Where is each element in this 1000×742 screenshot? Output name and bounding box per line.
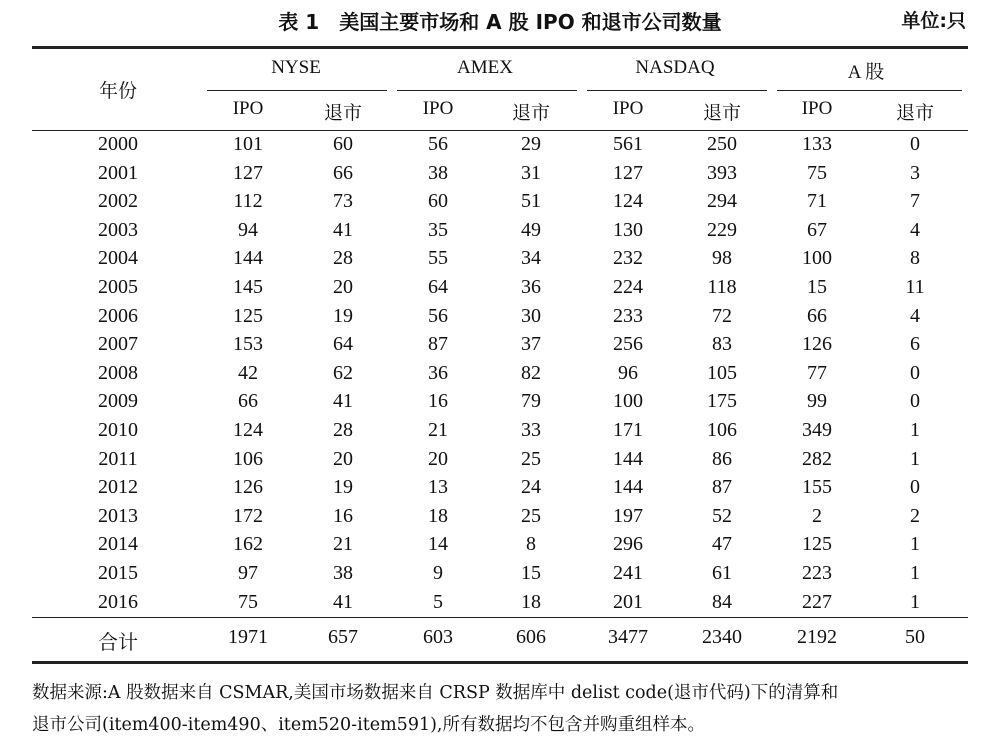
table-cell: 71 (807, 190, 827, 213)
table-cell: 21 (333, 533, 353, 556)
table-cell: 13 (428, 476, 448, 499)
table-cell: 20 (333, 276, 353, 298)
table-cell: 229 (707, 218, 737, 241)
year-cell: 2004 (98, 247, 138, 270)
table-cell: 49 (521, 218, 541, 241)
bottom-rule (32, 661, 968, 664)
table-cell: 36 (521, 276, 541, 298)
total-cell: 657 (328, 626, 358, 648)
sub-header: IPO (801, 98, 833, 119)
table-cell: 349 (802, 419, 832, 441)
table-cell: 11 (905, 276, 925, 298)
total-label: 合计 (98, 632, 138, 654)
table-cell: 124 (233, 419, 263, 441)
table-cell: 162 (233, 533, 263, 556)
year-cell: 2002 (98, 190, 138, 213)
table-cell: 224 (613, 276, 643, 298)
table-cell: 24 (521, 476, 541, 499)
table-cell: 79 (521, 390, 541, 413)
group-header: NASDAQ (635, 57, 715, 78)
table-cell: 5 (433, 590, 443, 613)
table-cell: 0 (910, 361, 920, 384)
source-note-line-1: 数据来源:A 股数据来自 CSMAR,美国市场数据来自 CRSP 数据库中 delist code(退市代码)下的清算和 (32, 683, 839, 703)
table-cell: 233 (613, 304, 643, 327)
table-cell: 172 (233, 504, 263, 527)
table-cell: 125 (802, 533, 832, 556)
total-rule (32, 617, 968, 618)
table-cell: 4 (910, 304, 920, 327)
table-cell: 87 (428, 333, 448, 356)
table-cell: 56 (428, 304, 448, 327)
year-cell: 2014 (98, 533, 138, 556)
table-cell: 38 (333, 562, 353, 584)
group-rule (777, 90, 962, 91)
table-cell: 1 (910, 447, 920, 470)
table-cell: 33 (521, 419, 541, 441)
table-cell: 0 (910, 476, 920, 499)
table-cell: 98 (712, 247, 732, 270)
total-cell: 2192 (797, 626, 837, 648)
table-cell: 144 (613, 476, 643, 499)
table-cell: 106 (707, 419, 737, 441)
table-cell: 145 (233, 276, 263, 298)
table-cell: 28 (333, 419, 353, 441)
table-cell: 60 (428, 190, 448, 213)
table-cell: 144 (233, 247, 263, 270)
table-cell: 25 (521, 504, 541, 527)
total-cell: 50 (905, 626, 925, 648)
table-cell: 55 (428, 247, 448, 270)
table-cell: 28 (333, 247, 353, 270)
table-cell: 35 (428, 218, 448, 241)
table-cell: 16 (333, 504, 353, 527)
table-cell: 100 (802, 247, 832, 270)
table-cell: 37 (521, 333, 541, 356)
total-cell: 1971 (228, 626, 268, 648)
table-cell: 67 (807, 218, 827, 241)
table-cell: 2 (910, 504, 920, 527)
table-cell: 256 (613, 333, 643, 356)
table-cell: 15 (807, 276, 827, 298)
table-cell: 41 (333, 218, 353, 241)
table-cell: 41 (333, 590, 353, 613)
table-cell: 105 (707, 361, 737, 384)
table-cell: 241 (613, 562, 643, 584)
table-cell: 8 (526, 533, 536, 556)
table-cell: 124 (613, 190, 643, 213)
table-cell: 125 (233, 304, 263, 327)
table-cell: 1 (910, 562, 920, 584)
table-cell: 38 (428, 161, 448, 184)
table-cell: 77 (807, 361, 827, 384)
table-cell: 1 (910, 419, 920, 441)
group-header: A 股 (847, 62, 885, 83)
table-cell: 14 (428, 533, 448, 556)
sub-header: IPO (232, 98, 264, 119)
year-cell: 2010 (98, 419, 138, 441)
table-cell: 16 (428, 390, 448, 413)
table-cell: 18 (521, 590, 541, 613)
table-cell: 4 (910, 218, 920, 241)
table-cell: 61 (712, 562, 732, 584)
table-cell: 100 (613, 390, 643, 413)
table-cell: 6 (910, 333, 920, 356)
table-cell: 87 (712, 476, 732, 499)
year-cell: 2006 (98, 304, 138, 327)
table-cell: 52 (712, 504, 732, 527)
table-cell: 393 (707, 161, 737, 184)
table-cell: 0 (910, 390, 920, 413)
table-cell: 118 (707, 276, 737, 298)
table-cell: 197 (613, 504, 643, 527)
table-cell: 34 (521, 247, 541, 270)
table-cell: 126 (802, 333, 832, 356)
total-cell: 3477 (608, 626, 648, 648)
table-cell: 56 (428, 133, 448, 155)
table-cell: 232 (613, 247, 643, 270)
table-cell: 133 (802, 133, 832, 155)
table-cell: 294 (707, 190, 737, 213)
table-cell: 2 (812, 504, 822, 527)
table-cell: 73 (333, 190, 353, 213)
table-cell: 41 (333, 390, 353, 413)
table-cell: 66 (333, 161, 353, 184)
year-header: 年份 (98, 81, 138, 102)
table-cell: 66 (807, 304, 827, 327)
table-cell: 126 (233, 476, 263, 499)
table-cell: 9 (433, 562, 443, 584)
table-cell: 561 (613, 133, 643, 155)
table-cell: 1 (910, 533, 920, 556)
table-cell: 18 (428, 504, 448, 527)
table-cell: 112 (233, 190, 263, 213)
year-cell: 2007 (98, 333, 138, 356)
sub-header: 退市 (511, 103, 551, 124)
sub-header: 退市 (702, 103, 742, 124)
table-cell: 42 (238, 361, 258, 384)
sub-header: IPO (422, 98, 454, 119)
table-cell: 201 (613, 590, 643, 613)
year-cell: 2003 (98, 218, 138, 241)
table-cell: 72 (712, 304, 732, 327)
sub-header: 退市 (895, 103, 935, 124)
table-cell: 75 (807, 161, 827, 184)
total-cell: 603 (423, 626, 453, 648)
year-cell: 2012 (98, 476, 138, 499)
source-note-line-2: 退市公司(item400-item490、item520-item591),所有数据均不包含并购重组样本。 (32, 715, 705, 735)
table-cell: 64 (428, 276, 448, 298)
table-cell: 60 (333, 133, 353, 155)
table-cell: 99 (807, 390, 827, 413)
table-cell: 8 (910, 247, 920, 270)
table-cell: 51 (521, 190, 541, 213)
year-cell: 2005 (98, 276, 138, 298)
table-cell: 250 (707, 133, 737, 155)
year-cell: 2011 (98, 447, 138, 470)
table-cell: 64 (333, 333, 353, 356)
table-cell: 227 (802, 590, 832, 613)
table-cell: 82 (521, 361, 541, 384)
year-cell: 2008 (98, 361, 138, 384)
table-cell: 96 (618, 361, 638, 384)
group-rule (397, 90, 577, 91)
table-cell: 21 (428, 419, 448, 441)
table-cell: 86 (712, 447, 732, 470)
table-cell: 62 (333, 361, 353, 384)
table-cell: 30 (521, 304, 541, 327)
year-cell: 2009 (98, 390, 138, 413)
group-rule (207, 90, 387, 91)
year-cell: 2001 (98, 161, 138, 184)
table-cell: 31 (521, 161, 541, 184)
group-rule (587, 90, 767, 91)
year-cell: 2015 (98, 562, 138, 584)
table-cell: 153 (233, 333, 263, 356)
table-cell: 19 (333, 304, 353, 327)
table-cell: 75 (238, 590, 258, 613)
table-cell: 106 (233, 447, 263, 470)
unit-label: 单位:只 (901, 10, 966, 32)
table-cell: 127 (233, 161, 263, 184)
table-cell: 0 (910, 133, 920, 155)
table-cell: 25 (521, 447, 541, 470)
table-cell: 171 (613, 419, 643, 441)
table-cell: 47 (712, 533, 732, 556)
header-rule (32, 130, 968, 131)
table-cell: 296 (613, 533, 643, 556)
table-cell: 66 (238, 390, 258, 413)
sub-header: IPO (612, 98, 644, 119)
table-cell: 223 (802, 562, 832, 584)
table-cell: 29 (521, 133, 541, 155)
table-cell: 36 (428, 361, 448, 384)
table-cell: 15 (521, 562, 541, 584)
table-cell: 83 (712, 333, 732, 356)
total-cell: 2340 (702, 626, 742, 648)
table-cell: 20 (333, 447, 353, 470)
year-cell: 2000 (98, 133, 138, 155)
table-cell: 97 (238, 562, 258, 584)
table-cell: 130 (613, 218, 643, 241)
table-cell: 19 (333, 476, 353, 499)
total-cell: 606 (516, 626, 546, 648)
table-cell: 144 (613, 447, 643, 470)
group-header: NYSE (271, 57, 321, 78)
table-cell: 175 (707, 390, 737, 413)
top-rule (32, 46, 968, 49)
table-cell: 1 (910, 590, 920, 613)
table-cell: 7 (910, 190, 920, 213)
table-cell: 127 (613, 161, 643, 184)
table-cell: 20 (428, 447, 448, 470)
group-header: AMEX (457, 57, 513, 78)
year-cell: 2013 (98, 504, 138, 527)
year-cell: 2016 (98, 590, 138, 613)
table-cell: 84 (712, 590, 732, 613)
table-cell: 3 (910, 161, 920, 184)
table-cell: 101 (233, 133, 263, 155)
table-title: 表 1 美国主要市场和 A 股 IPO 和退市公司数量 (278, 10, 722, 34)
table-cell: 282 (802, 447, 832, 470)
sub-header: 退市 (323, 103, 363, 124)
table-cell: 155 (802, 476, 832, 499)
table-cell: 94 (238, 218, 258, 241)
